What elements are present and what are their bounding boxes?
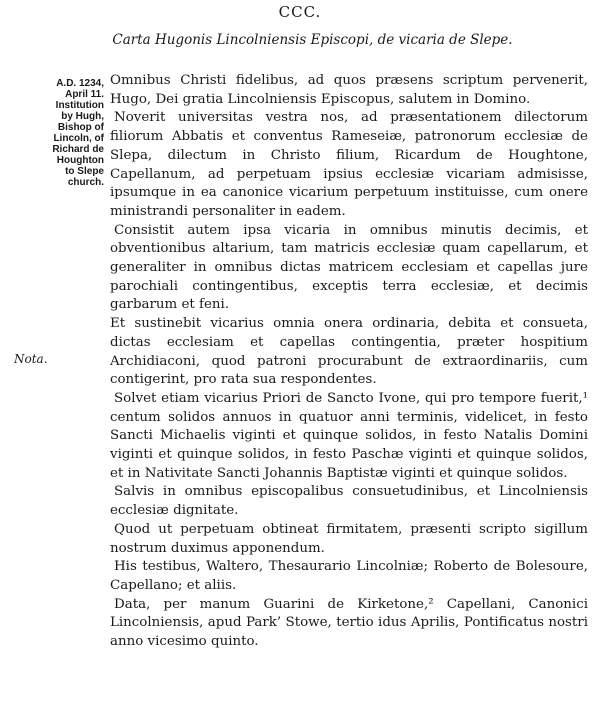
margin-note-line: church. bbox=[67, 177, 104, 188]
paragraph: Quod ut perpetuam obtineat firmitatem, præsenti scripto sigillum nostrum duximus apponendum. bbox=[110, 521, 588, 556]
paragraph: Et sustinebit vicarius omnia onera ordinaria, debita et consueta, dictas ecclesiam et capellas contingentia, præter hospitium Archidiaconi, quod patroni procurabunt de extraordinariis, cum contigerint, pro rata sua respondentes. bbox=[110, 316, 588, 388]
margin-note-line: Bishop of bbox=[57, 122, 104, 133]
margin-note-line: Institution bbox=[55, 100, 104, 111]
margin-note-line: Richard de bbox=[52, 144, 104, 155]
paragraph: Salvis in omnibus episcopalibus consuetudinibus, et Lincolniensis ecclesiæ dignitate. bbox=[110, 484, 588, 519]
charter-text bbox=[110, 72, 588, 652]
margin-note-line: A.D. 1234, bbox=[56, 78, 104, 89]
paragraph: Omnibus Christi fidelibus, ad quos præsens scriptum pervenerit, Hugo, Dei gratia Lincolniensis Episcopus, salutem in Domino. bbox=[110, 73, 588, 107]
margin-note-line: Lincoln, of bbox=[53, 133, 104, 144]
document-title: Carta Hugonis Lincolniensis Episcopi, de vicaria de Slepe. bbox=[112, 32, 513, 48]
page-number: CCC. bbox=[278, 3, 322, 21]
paragraph: Solvet etiam vicarius Priori de Sancto Ivone, qui pro tempore fuerit,¹ centum solidos annuos in quatuor anni terminis, videlicet, in festo Sancti Michaelis viginti et quinque solidos, in festo Natalis Domini viginti et quinque solidos, in festo Paschæ viginti et quinque solidos, et in Nativitate Sancti Johannis Baptistæ viginti et quinque solidos. bbox=[110, 390, 588, 481]
paragraph: Noverit universitas vestra nos, ad præsentationem dilectorum filiorum Abbatis et conventus Rameseiæ, patronorum ecclesiæ de Slepa, dilectum in Christo filium, Ricardum de Houghtone, Capellanum, ad perpetuam ipsius ecclesiæ vicariam admisisse, ipsumque in ea canonice vicarium perpetuum instituisse, cum onere ministrandi personaliter in eadem. bbox=[110, 110, 588, 219]
paragraph: His testibus, Waltero, Thesaurario Lincolniæ; Roberto de Bolesoure, Capellano; et aliis. bbox=[110, 559, 588, 593]
margin-note-line: to Slepe bbox=[65, 166, 104, 177]
paragraph: Data, per manum Guarini de Kirketone,² Capellani, Canonici Lincolniensis, apud Park’ Stowe, tertio idus Aprilis, Pontificatus nostri anno vicesimo quinto. bbox=[110, 596, 588, 650]
margin-note-line: Houghton bbox=[56, 155, 104, 166]
margin-note-line: April 11. bbox=[65, 89, 104, 100]
margin-nota: Nota. bbox=[14, 352, 48, 366]
margin-note-line: by Hugh, bbox=[61, 111, 104, 122]
margin-note bbox=[0, 78, 104, 188]
paragraph: Consistit autem ipsa vicaria in omnibus minutis decimis, et obventionibus altarium, tam matricis ecclesiæ quam capellarum, et generaliter in omnibus dictas matricem ecclesiam et capellas jure parochiali contingentibus, exceptis terra ecclesiæ, et decimis garbarum et feni. bbox=[110, 222, 588, 313]
